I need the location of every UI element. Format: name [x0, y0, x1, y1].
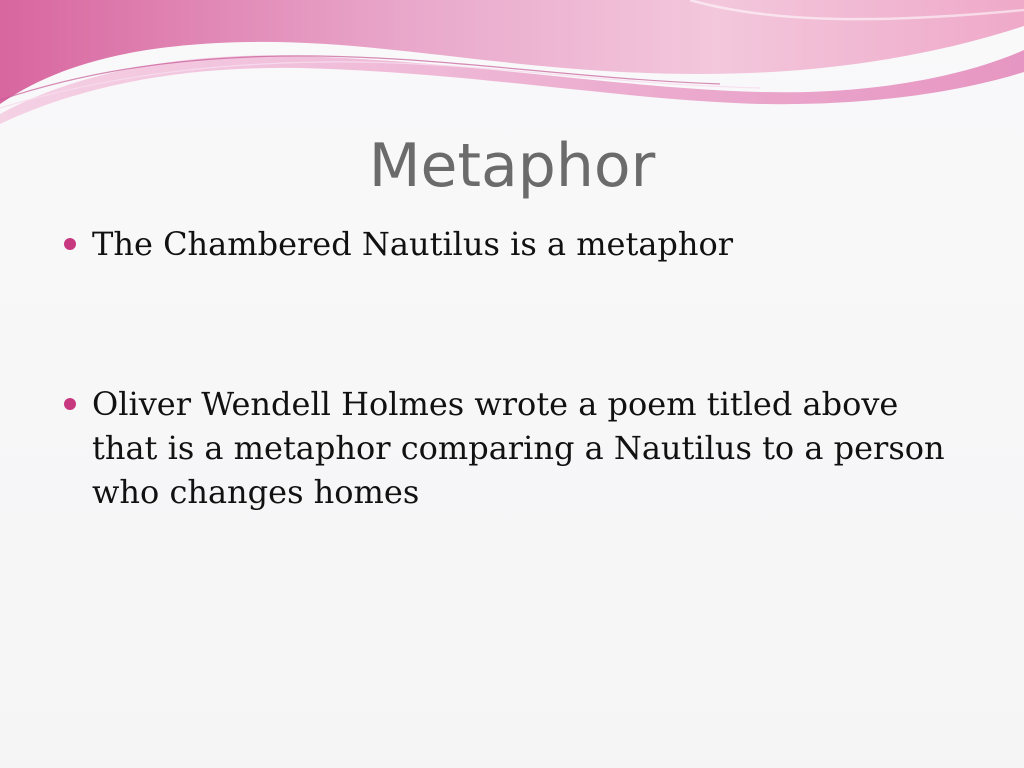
bullet-text: The Chambered Nautilus is a metaphor: [92, 225, 734, 263]
bullet-item: [92, 382, 972, 514]
slide-title: Metaphor: [368, 131, 656, 201]
bullet-dot-icon: [64, 398, 76, 410]
bullet-list: [92, 222, 972, 514]
bullet-text: Oliver Wendell Holmes wrote a poem titled above that is a metaphor comparing a Nautilus to a person who changes homes: [92, 385, 945, 511]
bullet-item: [92, 222, 972, 266]
bullet-dot-icon: [64, 238, 76, 250]
decorative-banner: [0, 0, 1024, 130]
